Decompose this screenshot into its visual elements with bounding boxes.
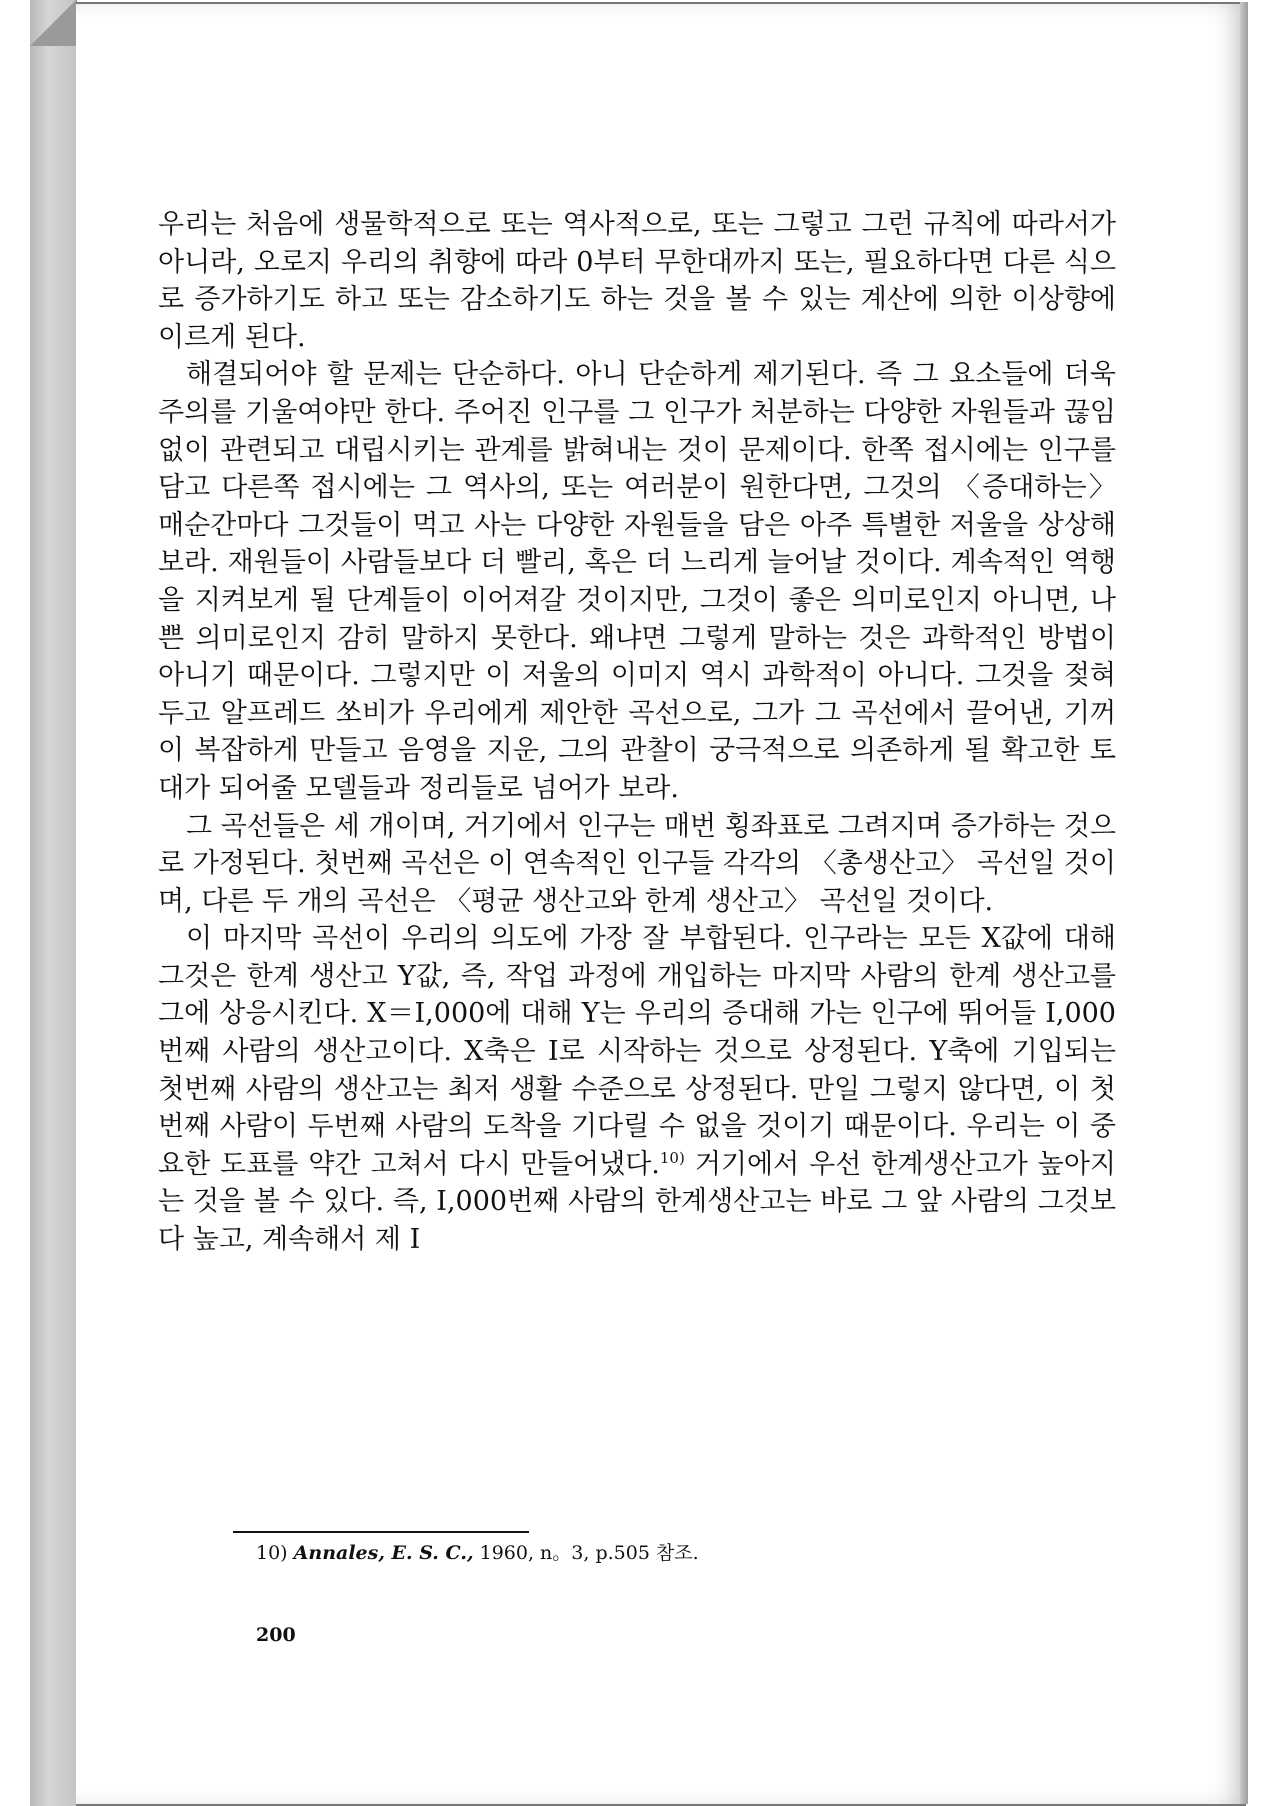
page-number: 200: [256, 1624, 296, 1646]
paragraph-4-text: 이 마지막 곡선이 우리의 의도에 가장 잘 부합된다. 인구라는 모든 X값에 대해 그것은 한계 생산고 Y값, 즉, 작업 과정에 개입하는 마지막 사람의 한계 생산고를 그에 상응시킨다. X＝I,000에 대해 Y는 우리의 증대해 가는 인구에 뛰어들 I,000번째 사람의 생산고이다. X축은 I로 시작하는 것으로 상정된다. Y축에 기입되는 첫번째 사람의 생산고는 최저 생활 수준으로 상정된다. 만일 그렇지 않다면, 이 첫번째 사람이 두번째 사람의 도착을 기다릴 수 없을 것이기 때문이다. 우리는 이 중요한 도표를 약간 고쳐서 다시 만들어냈다.: [158, 923, 1116, 1180]
footnote-details: 1960, n。3, p.505 참조.: [479, 1542, 699, 1564]
paragraph-4-tail: 거기에서 우선 한계생산고가 높아지는 것을 볼 수 있다. 즉, I,000번째 사람의 한계생산고는 바로 그 앞 사람의 그것보다 높고, 계속해서 제 I: [158, 1148, 1117, 1256]
book-spine: [30, 0, 77, 1806]
footnote: [256, 1541, 699, 1565]
paragraph-1: 우리는 처음에 생물학적으로 또는 역사적으로, 또는 그렇고 그런 규칙에 따라서가 아니라, 오로지 우리의 취향에 따라 0부터 무한대까지 또는, 필요하다면 다른 식으로 증가하기도 하고 또는 감소하기도 하는 것을 볼 수 있는 계산에 의한 이상향에 이르게 된다.: [158, 209, 1116, 353]
body-text: [158, 206, 1116, 1259]
paragraph-4: [158, 920, 1116, 1258]
book-spine-top: [30, 0, 76, 46]
footnote-number: 10): [256, 1542, 288, 1564]
footnote-rule: [233, 1531, 529, 1533]
paragraph-2: 해결되어야 할 문제는 단순하다. 아니 단순하게 제기된다. 즉 그 요소들에 더욱 주의를 기울여야만 한다. 주어진 인구를 그 인구가 처분하는 다양한 자원들과 끊임없이 관련되고 대립시키는 관계를 밝혀내는 것이 문제이다. 한쪽 접시에는 인구를 담고 다른쪽 접시에는 그 역사의, 또는 여러분이 원한다면, 그것의 〈증대하는〉 매순간마다 그것들이 먹고 사는 다양한 자원들을 담은 아주 특별한 저울을 상상해 보라. 재원들이 사람들보다 더 빨리, 혹은 더 느리게 늘어날 것이다. 계속적인 역행을 지켜보게 될 단계들이 이어져갈 것이지만, 그것이 좋은 의미로인지 아니면, 나쁜 의미로인지 감히 말하지 못한다. 왜냐면 그렇게 말하는 것은 과학적인 방법이 아니기 때문이다. 그렇지만 이 저울의 이미지 역시 과학적이 아니다. 그것을 젖혀 두고 알프레드 쏘비가 우리에게 제안한 곡선으로, 그가 그 곡선에서 끌어낸, 기꺼이 복잡하게 만들고 음영을 지운, 그의 관찰이 궁극적으로 의존하게 될 확고한 토대가 되어줄 모델들과 정리들로 넘어가 보라.: [158, 359, 1116, 804]
footnote-reference[interactable]: 10): [659, 1148, 685, 1167]
footnote-source: Annales, E. S. C.,: [293, 1542, 474, 1564]
page-edge: [1240, 2, 1248, 1804]
paragraph-3: 그 곡선들은 세 개이며, 거기에서 인구는 매번 횡좌표로 그려지며 증가하는 것으로 가정된다. 첫번째 곡선은 이 연속적인 인구들 각각의 〈총생산고〉 곡선일 것이며, 다른 두 개의 곡선은 〈평균 생산고와 한계 생산고〉 곡선일 것이다.: [158, 810, 1116, 917]
